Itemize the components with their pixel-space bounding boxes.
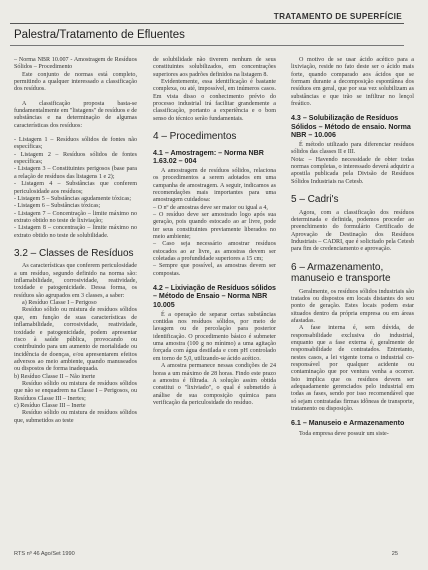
- paragraph: As características que conferem periculosidade a um resíduo, segundo definido na norma são: inflamabilidade, corrosividade, reatividade, toxidade e patogenicidade. Dessa forma, os resíduos são agrupados em 3 classes, a saber:: [14, 263, 137, 299]
- paragraph: Nota: – Havendo necessidade de obter todas normas completas, o interessado deverá adquirir a apostila publicada pela Divisão de Resíduos Sólidos Industriais na Cetesb.: [291, 156, 414, 185]
- paragraph: Resíduo sólido ou mistura de resíduos sólidos que, submetidos ao teste: [14, 410, 137, 424]
- paragraph: É método utilizado para diferenciar resíduos sólidos das classes II e III.: [291, 142, 414, 156]
- heading-armazenamento: 6 – Armazenamento, manuseio e transporte: [291, 261, 391, 285]
- list-item: – O nº de amostras deve ser maior ou igual a 4,: [153, 204, 268, 211]
- list-item: - Listagem 8 – concentração – limite máximo no extrato obtido no teste de solubilidade.: [14, 225, 137, 239]
- paragraph: Toda empresa deve possuir um siste-: [299, 430, 389, 437]
- section-title: Palestra/Tratamento de Efluentes: [14, 29, 185, 41]
- list-item: - Listagem 7 – Concentração – limite máximo no extrato obtido no teste de lixiviação;: [14, 210, 137, 224]
- paragraph: Resíduo sólido ou mistura de resíduos sólidos que não se enquadrem na Classe I – Perigosos, ou Resíduos Classe III – Inertes;: [14, 380, 137, 402]
- title-rule: [10, 45, 404, 46]
- heading-procedimentos: 4 – Procedimentos: [153, 131, 237, 143]
- list-item: - Listagem 5 – Substâncias agudamente tóxicas;: [14, 195, 132, 202]
- heading-cadris: 5 – Cadri's: [291, 194, 339, 206]
- paragraph: Este conjunto de normas está completo, permitindo a qualquer interessado a classificação dos resíduos.: [14, 71, 137, 93]
- paragraph: Evidentemente, essa identificação é bastante complexa, ou até, impossível, em inúmeros casos. Em vista disso o conhecimento prévio do processo industrial irá facilitar grandemente a classificação, portanto a experiência e o bom senso do técnico serão fundamentais.: [153, 79, 276, 122]
- paragraph: A fase interna é, sem dúvida, de responsabilidade exclusiva do industrial, enquanto que a fase externa é, geralmente de responsabilidade de contratados. Entretanto, nestes casos, a lei vigente torna o industrial co-responsável por qualquer acidente ou contaminação que por ventura venha a ocorrer. Isto implica que os resíduos devem ser adequadamente gerenciados pelo industrial em todas as fases, sendo por isso recomendável que só sejam contratadas firmas idôneas de transporte, tratamento ou disposição.: [291, 325, 414, 413]
- paragraph: de solubilidade não tiverem nenhum de seus constituintes solubilizados, em concentrações superiores aos padrões definidos na listagem 8.: [153, 57, 276, 78]
- header-rule: [10, 23, 404, 24]
- list-item: - Listagem 1 – Resíduos sólidos de fontes não específicas;: [14, 137, 137, 151]
- list-item: – Caso seja necessário amostrar resíduos estocados ao ar livre, as amostras devem ser coletadas a profundidade superiores a 15 cm;: [153, 241, 276, 263]
- heading-manuseio: 6.1 – Manuseio e Armazenamento: [291, 419, 405, 428]
- running-head: TRATAMENTO DE SUPERFÍCIE: [273, 12, 402, 21]
- list-item: - Listagem 2 – Resíduos sólidos de fontes específicas;: [14, 151, 137, 166]
- heading-lixiviacao: 4.2 – Lixiviação de Resíduos sólidos – Método de Ensaio – Norma NBR 10.005: [153, 284, 277, 309]
- list-item: - Listagem 6 – Substâncias tóxicas;: [14, 203, 101, 210]
- paragraph: A amostra permanece nessas condições de 24 horas a um máximo de 28 horas. Findo este prazo a amostra é filtrada. A solução assim obtida constitui o "lixiviado", o qual é submetido à análise de sua composição química para verificação da periculosidade do resíduo.: [153, 363, 276, 406]
- paragraph: O motivo de se usar ácido acético para a lixiviação, reside no fato deste ser o ácido mais forte, quando comparado aos ácidos que se formam durante a decomposição espontânea dos resíduos em geral, que por sua vez solubilizam as substâncias e que irão se infiltrar no lençol freático.: [291, 57, 414, 108]
- paragraph: A classificação proposta basta-se fundamentalmente em "listagens" de resíduos e de substâncias e na determinação de algumas características dos resíduos:: [14, 100, 137, 129]
- column-1: [14, 57, 137, 425]
- paragraph: Resíduo sólido ou mistura de resíduos sólidos que, em função de suas características de inflamabilidade, corrosividade, reatividade, toxidade e patogenicidade, podem apresentar risco à saúde pública, provocando ou contribuindo para um aumento de mortalidade ou incidência de doenças, e/ou apresentarem efeitos adversos ao meio ambiente, quando manuseados ou dispostos de forma inadequada.: [14, 307, 137, 373]
- list-item: - Listagem 3 – Constituintes perigosos (base para a relação de resíduos das listagens 1 e 2);: [14, 166, 137, 180]
- paragraph: a) Resíduo Classe I – Perigoso: [22, 300, 97, 307]
- page-number: 25: [391, 551, 398, 557]
- list-item: - Listagem 4 – Substâncias que conferem periculosidade aos resíduos;: [14, 181, 137, 195]
- paragraph: c) Resíduo Classe III – Inerte: [14, 402, 86, 409]
- footer-issue: RTS nº 46 Ago/Set 1990: [14, 551, 75, 557]
- heading-solubilizacao: 4.3 – Solubilização de Resíduos Sólidos – Método de ensaio. Norma NBR – 10.006: [291, 114, 411, 139]
- heading-amostragem: 4.1 – Amostragem: – Norma NBR 1.63.02 – 004: [153, 148, 264, 165]
- paragraph: – Norma NBR 10.007 - Amostragem de Resíduos Sólidos – Procedimento: [14, 57, 137, 71]
- paragraph: A amostragem de resíduos sólidos, relaciona os procedimentos a serem adotados em uma campanha de amostragem. A seguir, indicamos as recomendações mais importantes para uma amostragem cuidadosa:: [153, 168, 276, 204]
- paragraph: Agora, com a classificação dos resíduos determinada e definida, podemos proceder ao preenchimento do formulário Certificado de Aprovação de Destinação dos Resíduos Industriais – CADRI, que é solicitado pela Cetesb para fim de credenciamento e aprovação.: [291, 209, 414, 253]
- column-2: [153, 57, 276, 407]
- heading-classes-residuos: 3.2 – Classes de Resíduos: [14, 247, 134, 259]
- paragraph: É a operação de separar certas substâncias contidas nos resíduos sólidos, por meio de lavagem ou de percolação para posterior identificação. O procedimento básico é submeter uma amostra (100 g no mínimo) a uma agitação forçada com água destilada e com pH controlado em torno de 5,0, utilizando-se ácido acético.: [153, 311, 276, 362]
- paragraph: Geralmente, os resíduos sólidos industriais são tratados ou dispostos em locais distantes do seu ponto de geração. Estes locais podem estar situados dentro da própria empresa ou em áreas afastadas.: [291, 288, 414, 325]
- list-item: – O resíduo deve ser amostrado logo após sua geração, pois quando estocado ao ar livre, pode ter seus constituintes previamente liberados no meio ambiente;: [153, 212, 276, 241]
- column-3: [291, 57, 414, 438]
- paragraph: b) Resíduo Classe II – Não inerte: [14, 373, 96, 380]
- list-item: – Sempre que possível, as amostras devem ser compostas.: [153, 263, 276, 277]
